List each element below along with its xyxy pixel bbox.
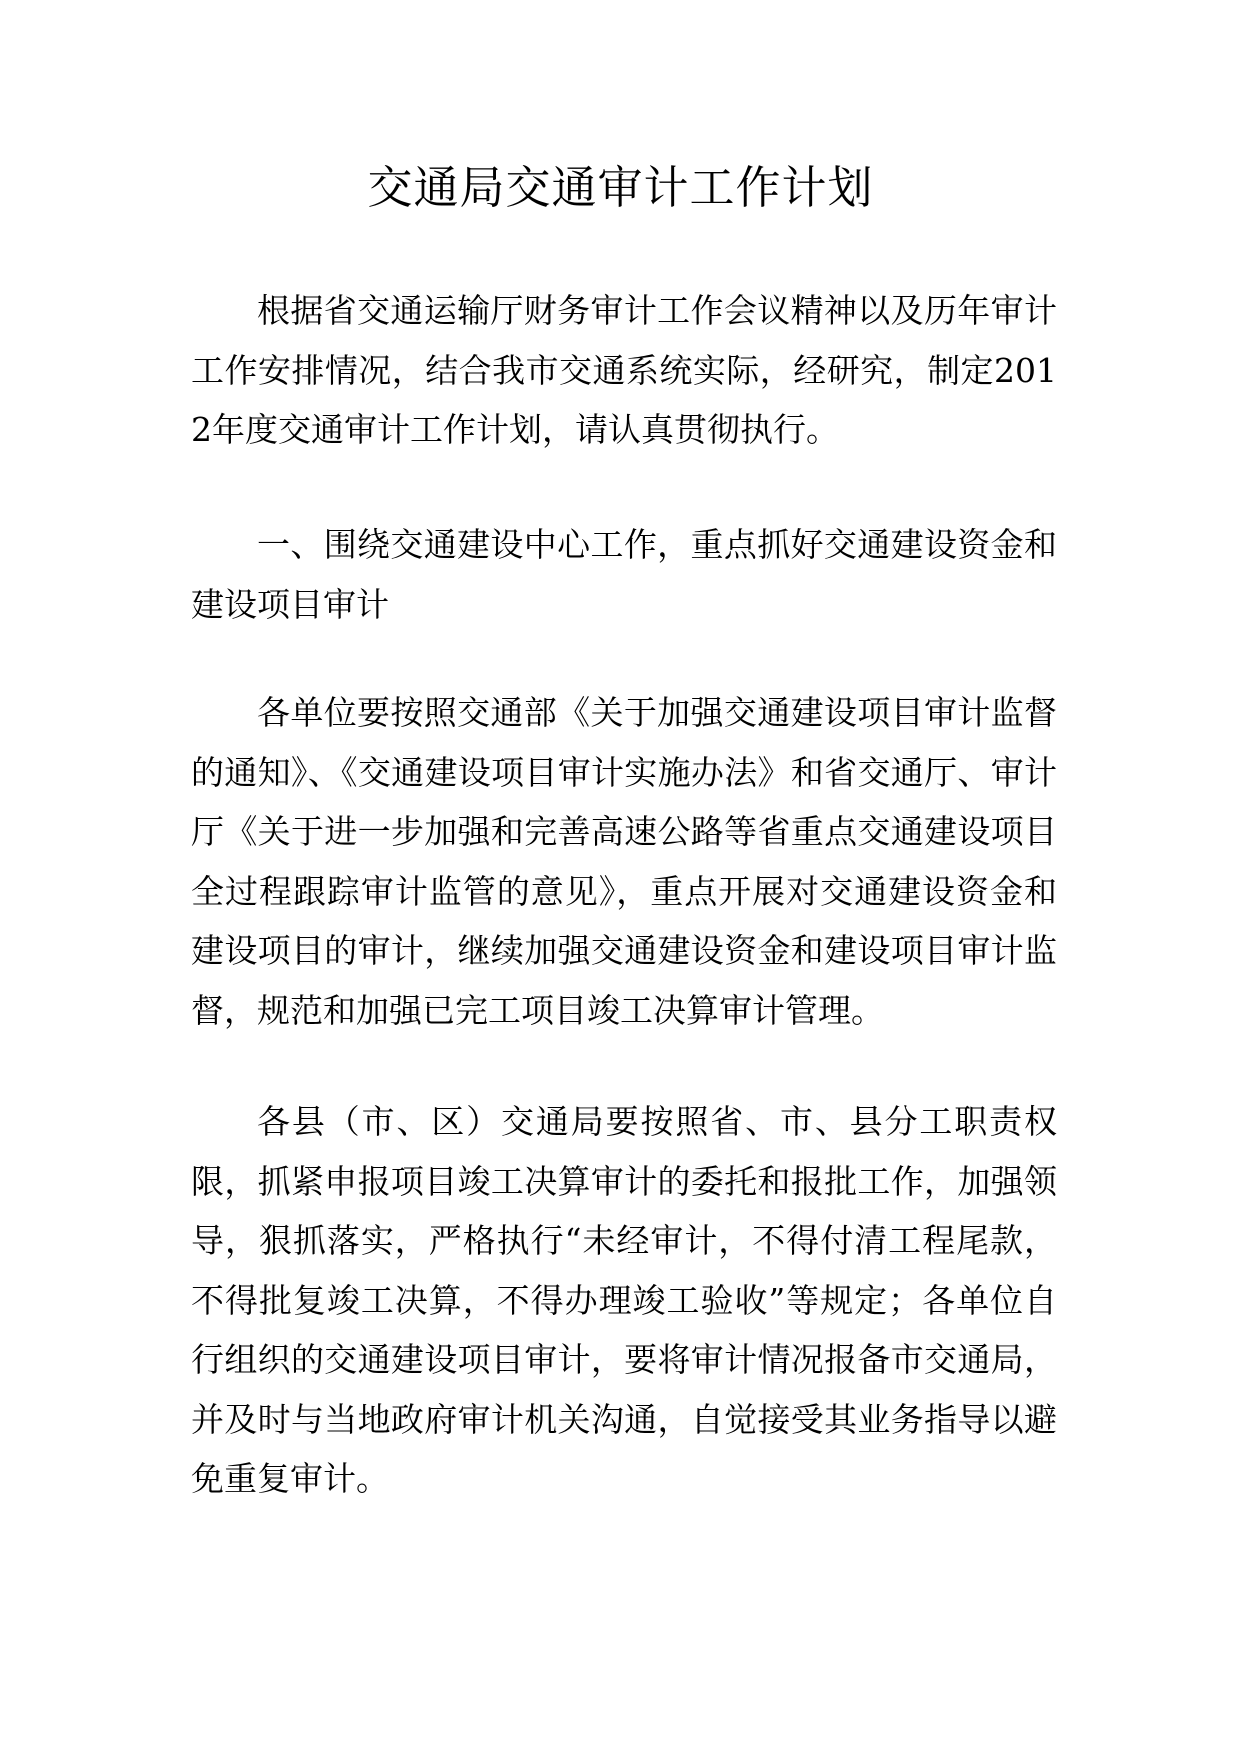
document-title: 交通局交通审计工作计划	[367, 161, 874, 214]
section-heading-1: 一、围绕交通建设中心工作，重点抓好交通建设资金和建设项目审计	[191, 525, 1057, 624]
paragraph-intro: 根据省交通运输厅财务审计工作会议精神以及历年审计工作安排情况，结合我市交通系统实际，经研究，制定2012年度交通审计工作计划，请认真贯彻执行。	[191, 291, 1057, 449]
paragraph-section-1-body: 各单位要按照交通部《关于加强交通建设项目审计监督的通知》、《交通建设项目审计实施办法》和省交通厅、审计厅《关于进一步加强和完善高速公路等省重点交通建设项目全过程跟踪审计监管的意见》，重点开展对交通建设资金和建设项目的审计，继续加强交通建设资金和建设项目审计监督，规范和加强已完工项目竣工决算审计管理。	[191, 693, 1057, 1030]
paragraph-county-requirements: 各县（市、区）交通局要按照省、市、县分工职责权限，抓紧申报项目竣工决算审计的委托和报批工作，加强领导，狠抓落实，严格执行“未经审计，不得付清工程尾款，不得批复竣工决算，不得办理竣工验收”等规定；各单位自行组织的交通建设项目审计，要将审计情况报备市交通局，并及时与当地政府审计机关沟通，自觉接受其业务指导以避免重复审计。	[191, 1102, 1057, 1498]
